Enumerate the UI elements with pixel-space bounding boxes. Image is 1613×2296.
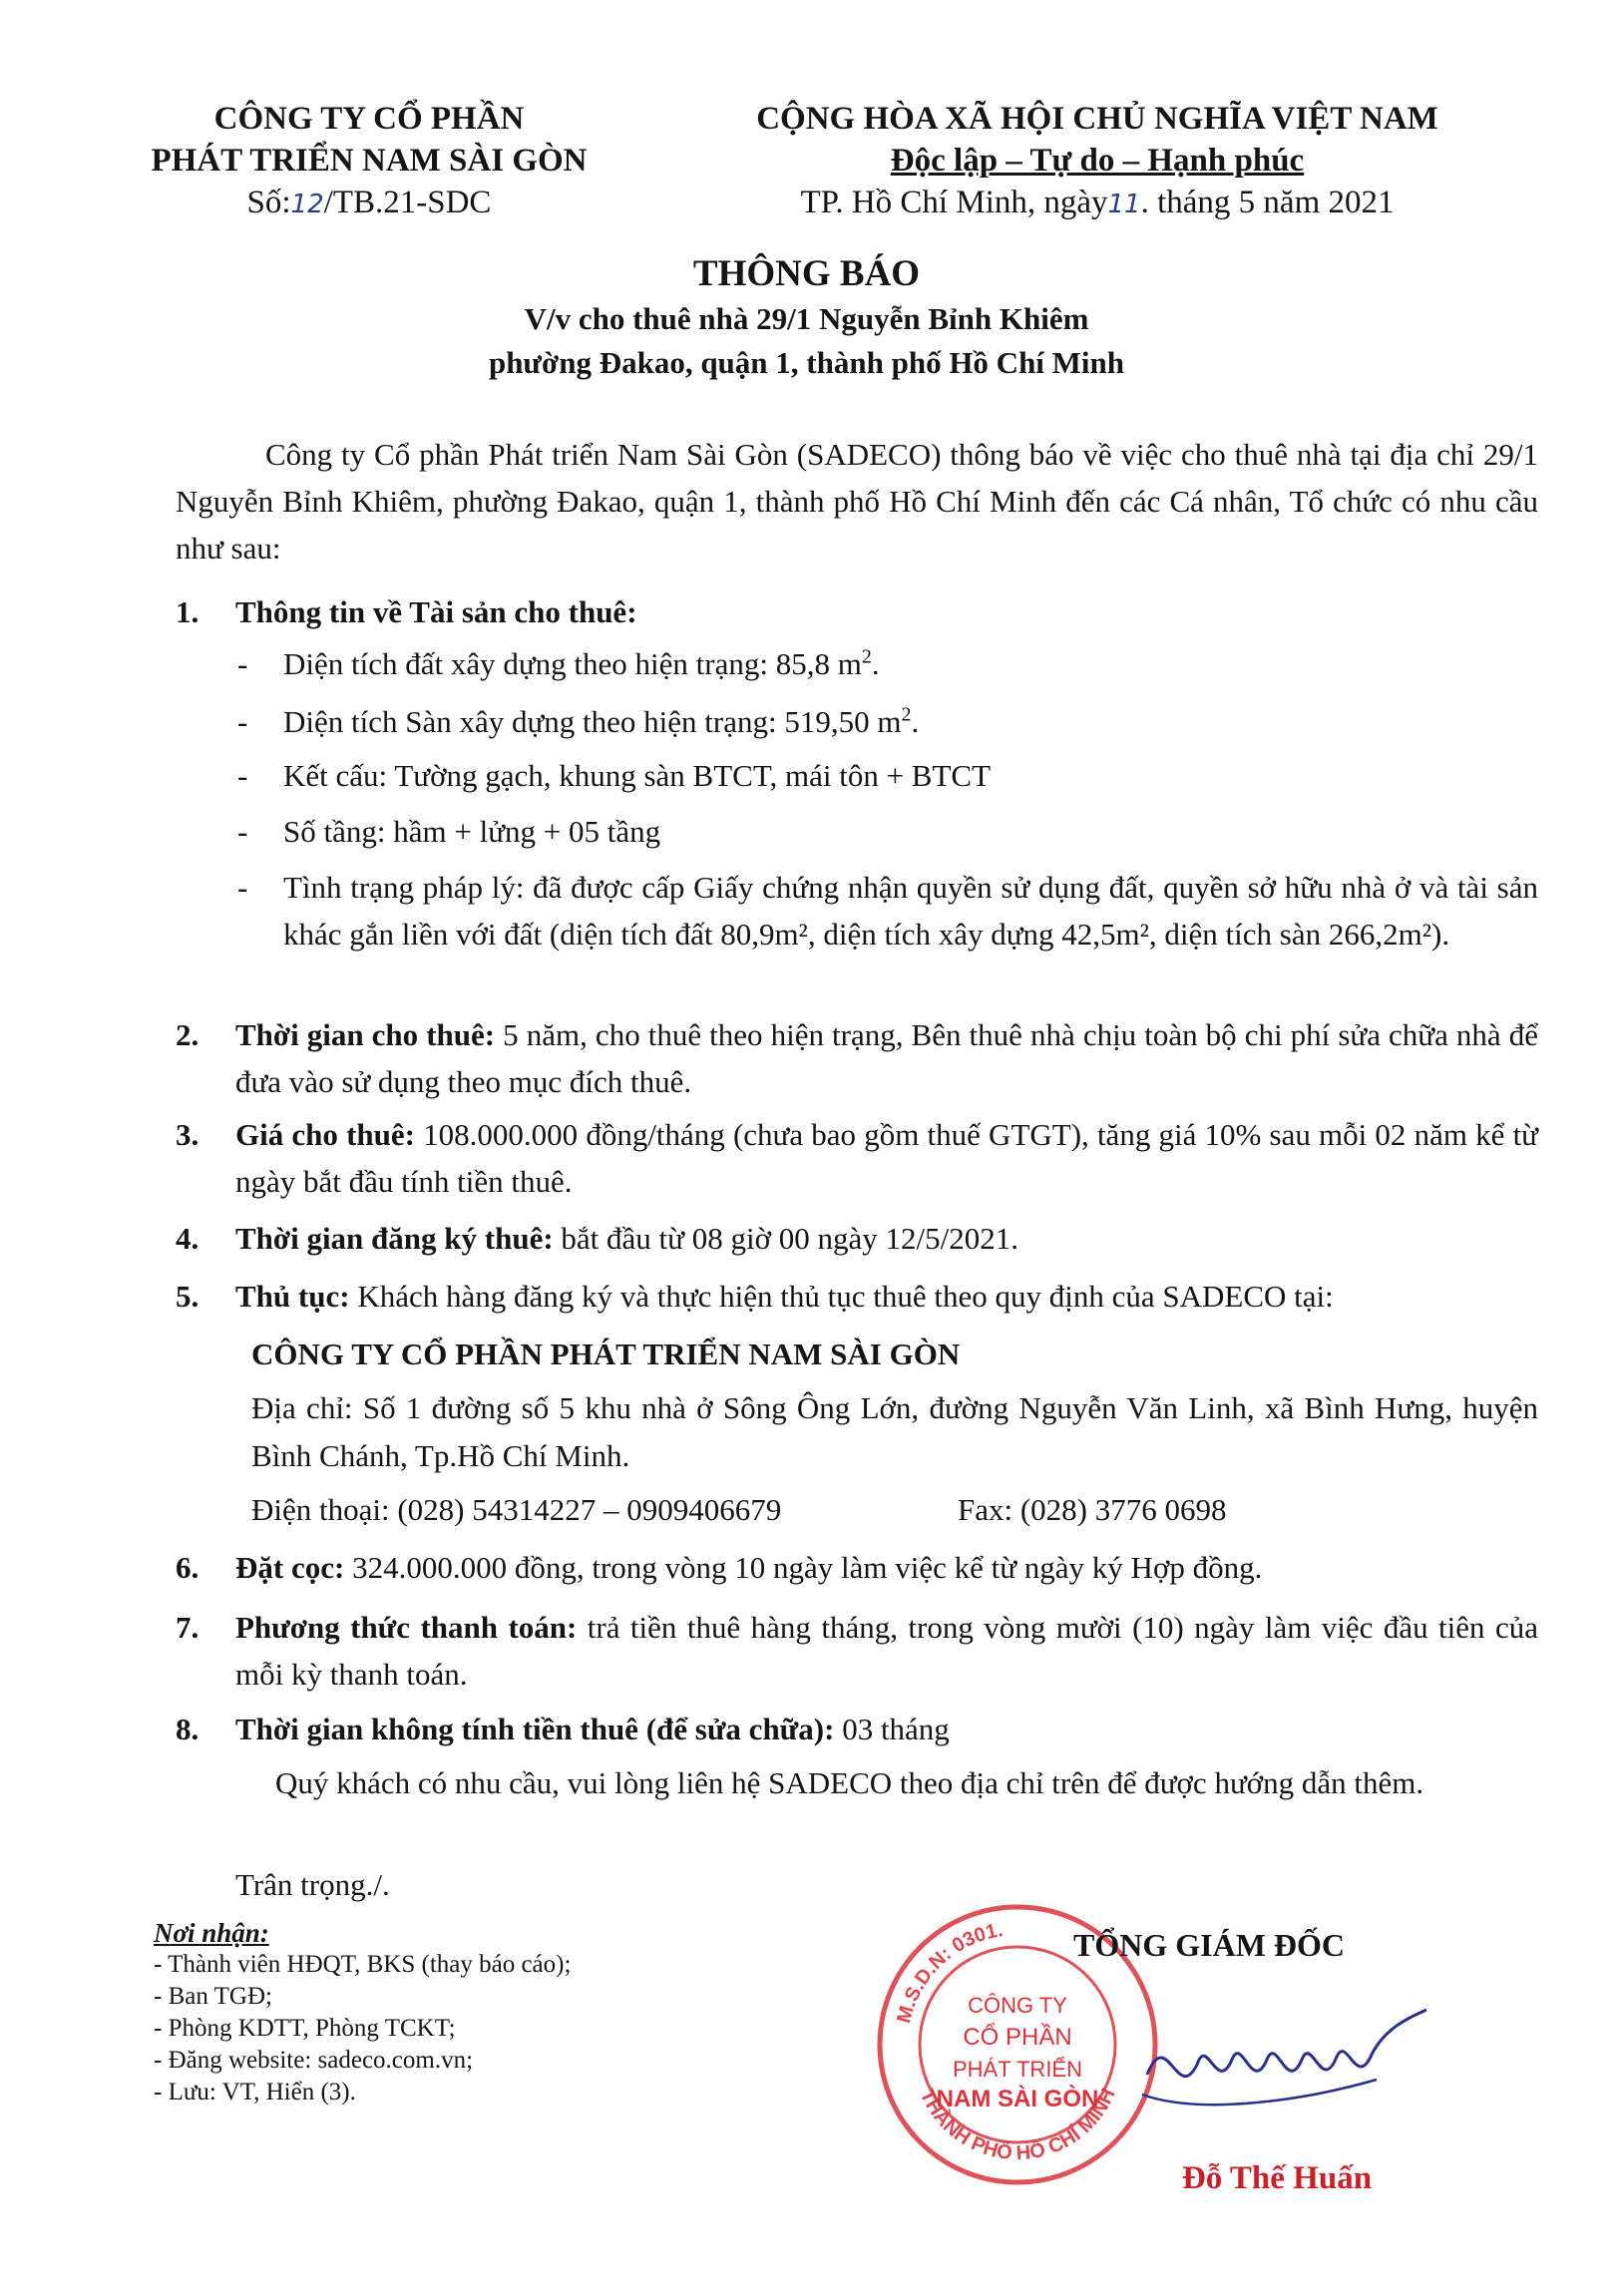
item-7: Phương thức thanh toán: trả tiền thuê hàng tháng, trong vòng mười (10) ngày làm việc đầu tiên của mỗi kỳ thanh toán. [235,1610,1538,1692]
asset-land-area: Diện tích đất xây dựng theo hiện trạng: 85,8 $m^2$. [283,645,880,681]
item-number: 5. [176,1279,200,1314]
item-8: Thời gian không tính tiền thuê (để sửa chữa): 03 tháng [235,1712,950,1746]
country-name: CỘNG HÒA XÃ HỘI CHỦ NGHĨA VIỆT NAM [756,101,1438,137]
item-number: 8. [176,1712,200,1746]
issue-date: TP. Hồ Chí Minh, ngày11. tháng 5 năm 2021 [800,185,1395,220]
asset-structure: Kết cấu: Tường gạch, khung sàn BTCT, mái tôn + BTCT [283,758,992,793]
item-6: Đặt cọc: 324.000.000 đồng, trong vòng 10 ngày làm việc kể từ ngày ký Hợp đồng. [235,1550,1263,1585]
item-number: 7. [176,1610,200,1645]
asset-floor-area: Diện tích Sàn xây dựng theo hiện trạng: 519,50 $m^2$. [283,703,920,739]
item-number: 2. [176,1017,200,1052]
recipients-block [154,1917,772,2108]
recipient-item: - Thành viên HĐQT, BKS (thay báo cáo); [154,1951,572,1978]
handwritten-signature [1137,1985,1436,2134]
recipient-item: - Lưu: VT, Hiển (3). [154,2079,356,2105]
closing-regards: Trân trọng./. [235,1867,390,1902]
seal-line3: PHÁT TRIỂN [953,2057,1082,2082]
issuer-line1: CÔNG TY CỔ PHẦN [213,101,525,137]
item-3: Giá cho thuê: 108.000.000 đồng/tháng (chưa bao gồm thuế GTGT), tăng giá 10% sau mỗi 02 năm kể từ ngày bắt đầu tính tiền thuê. [235,1117,1538,1199]
recipient-item: - Phòng KDTT, Phòng TCKT; [154,2015,456,2042]
item-1: Thông tin về Tài sản cho thuê: [235,594,637,629]
contact-address: Địa chỉ: Số 1 đường số 5 khu nhà ở Sông Ông Lớn, đường Nguyễn Văn Linh, xã Bình Hưng, huyện Bình Chánh, Tp.Hồ Chí Minh. [251,1390,1538,1473]
seal-ring-top: M.S.D.N: 0301. [893,1919,1005,2026]
item-5: Thủ tục: Khách hàng đăng ký và thực hiện thủ tục thuê theo quy định của SADECO tại: [235,1279,1334,1314]
notice-title: THÔNG BÁO [692,253,921,294]
bullet-dash: - [237,758,248,793]
national-header [678,98,1516,225]
issuer-line2: PHÁT TRIỂN NAM SÀI GÒN [151,143,588,179]
item-4: Thời gian đăng ký thuê: bắt đầu từ 08 giờ 00 ngày 12/5/2021. [235,1221,1018,1256]
item-number: 3. [176,1117,200,1152]
bullet-dash: - [237,646,248,681]
seal-ring-bottom: THÀNH PHỐ HỒ CHÍ MINH [915,2085,1120,2165]
item-number: 1. [176,594,200,629]
notice-subject-line1: V/v cho thuê nhà 29/1 Nguyễn Bỉnh Khiêm [524,301,1089,336]
item-number: 6. [176,1550,200,1585]
notice-subject-line2: phường Đakao, quận 1, thành phố Hồ Chí Minh [488,345,1125,380]
issuer-block [120,98,618,225]
asset-legal-status: Tình trạng pháp lý: đã được cấp Giấy chứng nhận quyền sử dụng đất, quyền sở hữu nhà ở và tài sản khác gắn liền với đất (diện tích đất 80,9m², diện tích xây dựng 42,5m², diện tích sàn 266,2m²). [283,870,1538,952]
item-2: Thời gian cho thuê: 5 năm, cho thuê theo hiện trạng, Bên thuê nhà chịu toàn bộ chi phí sửa chữa nhà để đưa vào sử dụng theo mục đích thuê. [235,1017,1539,1099]
closing-note: Quý khách có nhu cầu, vui lòng liên hệ SADECO theo địa chỉ trên để được hướng dẫn thêm. [275,1765,1424,1800]
bullet-dash: - [237,704,248,739]
signatory-name: Đỗ Thế Huấn [1181,2160,1373,2196]
handwritten-number: 12 [290,190,324,219]
bullet-dash: - [237,814,248,849]
recipient-item: - Đăng website: sadeco.com.vn; [154,2047,474,2074]
handwritten-day: 11 [1107,190,1141,219]
signatory-title: TỔNG GIÁM ĐỐC [1073,1927,1345,1963]
recipient-item: - Ban TGĐ; [154,1983,272,2010]
bullet-dash: - [237,870,248,905]
seal-line1: CÔNG TY [968,1993,1067,2018]
recipients-heading: Nơi nhận: [154,1918,269,1948]
seal-line4: NAM SÀI GÒN [936,2086,1099,2112]
contact-phone: Điện thoại: (028) 54314227 – 0909406679 [251,1492,782,1527]
contact-company: CÔNG TY CỔ PHẦN PHÁT TRIỂN NAM SÀI GÒN [251,1337,961,1371]
document-number: Số:12/TB.21-SDC [246,185,492,220]
seal-line2: CỔ PHẦN [963,2024,1072,2051]
intro-paragraph: Công ty Cổ phần Phát triển Nam Sài Gòn (SADECO) thông báo về việc cho thuê nhà tại địa chỉ 29/1 Nguyễn Bỉnh Khiêm, phường Đakao, quận 1, thành phố Hồ Chí Minh đến các Cá nhân, Tổ chức có nhu cầu như sau: [176,437,1538,566]
asset-floors: Số tầng: hầm + lửng + 05 tầng [283,814,661,849]
notice-title-block [0,251,1613,385]
item-number: 4. [176,1221,200,1256]
national-motto: Độc lập – Tự do – Hạnh phúc [890,143,1305,179]
contact-fax: Fax: (028) 3776 0698 [958,1492,1227,1527]
